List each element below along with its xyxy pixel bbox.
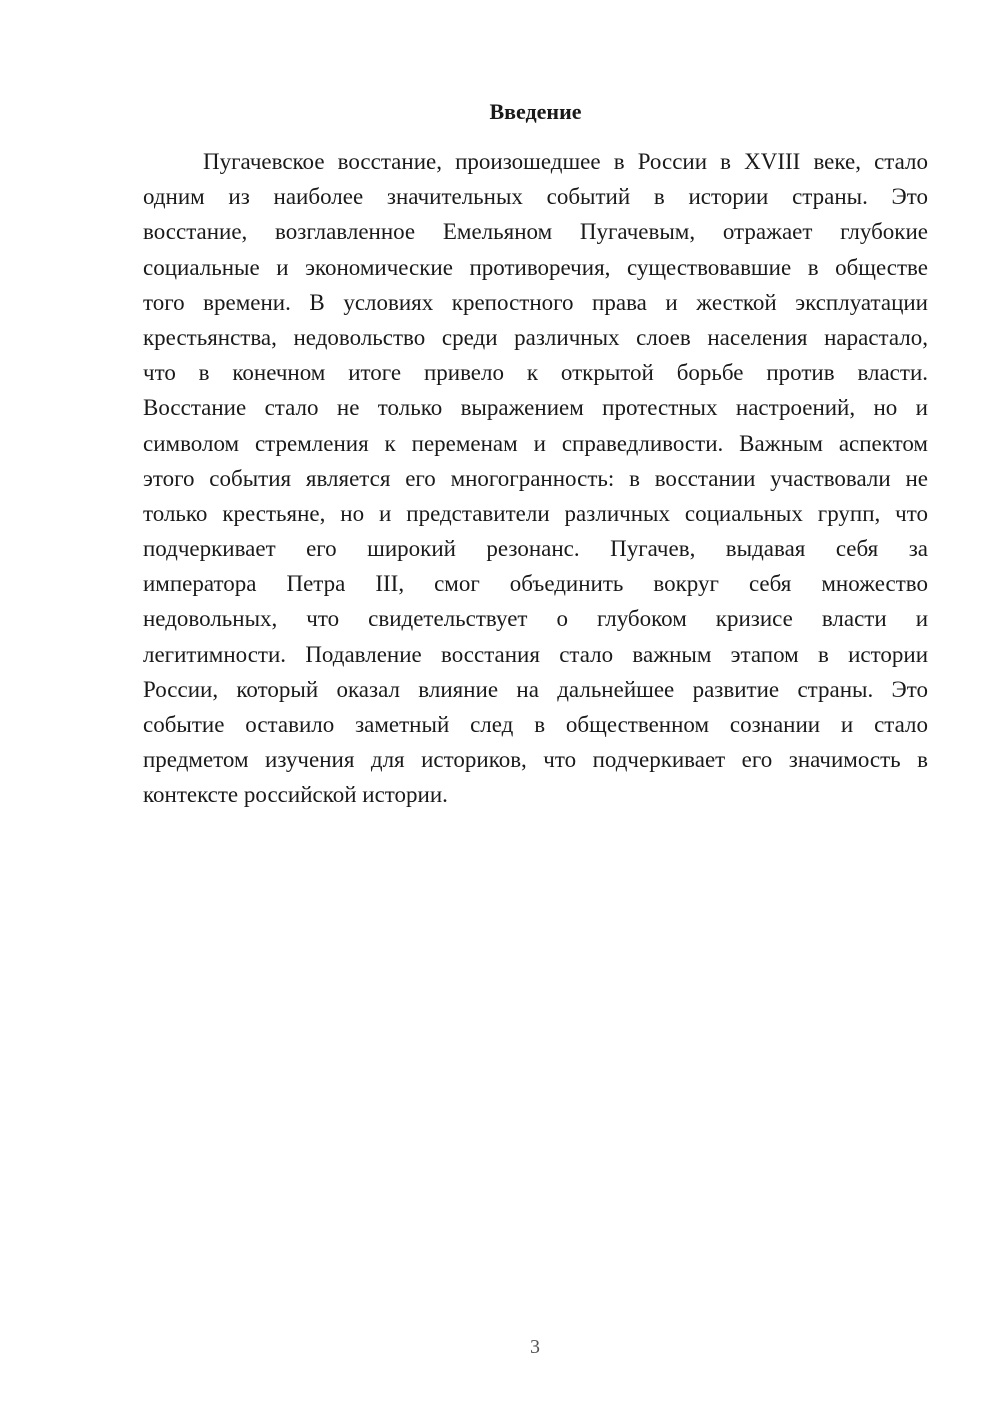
introduction-paragraph <box>143 144 928 813</box>
paragraph-line: того времени. В условиях крепостного права и жесткой эксплуатации <box>143 289 928 315</box>
paragraph-line: России, который оказал влияние на дальнейшее развитие страны. Это <box>143 676 928 702</box>
paragraph-line: одним из наиболее значительных событий в истории страны. Это <box>143 184 928 210</box>
page-number: 3 <box>530 1336 540 1358</box>
paragraph-line: этого события является его многогранность: в восстании участвовали не <box>143 465 928 491</box>
paragraph-line: что в конечном итоге привело к открытой борьбе против власти. <box>143 360 928 386</box>
paragraph-line: восстание, возглавленное Емельяном Пугачевым, отражает глубокие <box>143 219 928 245</box>
paragraph-line: символом стремления к переменам и справедливости. Важным аспектом <box>143 430 928 456</box>
section-heading: Введение <box>489 99 582 124</box>
paragraph-line: социальные и экономические противоречия, существовавшие в обществе <box>143 254 928 280</box>
paragraph-line: крестьянства, недовольство среди различных слоев населения нарастало, <box>143 324 928 350</box>
paragraph-line: Восстание стало не только выражением протестных настроений, но и <box>143 395 928 421</box>
paragraph-line: событие оставило заметный след в общественном сознании и стало <box>143 712 928 737</box>
paragraph-line: предметом изучения для историков, что подчеркивает его значимость в <box>143 747 928 773</box>
paragraph-line: только крестьяне, но и представители различных социальных групп, что <box>143 500 928 526</box>
paragraph-line: императора Петра III, смог объединить вокруг себя множество <box>143 571 928 597</box>
paragraph-line: подчеркивает его широкий резонанс. Пугачев, выдавая себя за <box>143 536 928 562</box>
paragraph-line: недовольных, что свидетельствует о глубоком кризисе власти и <box>143 606 928 632</box>
paragraph-line: легитимности. Подавление восстания стало важным этапом в истории <box>143 641 928 667</box>
paragraph-line: контексте российской истории. <box>143 782 448 808</box>
paragraph-line: Пугачевское восстание, произошедшее в России в XVIII веке, стало <box>203 149 928 174</box>
